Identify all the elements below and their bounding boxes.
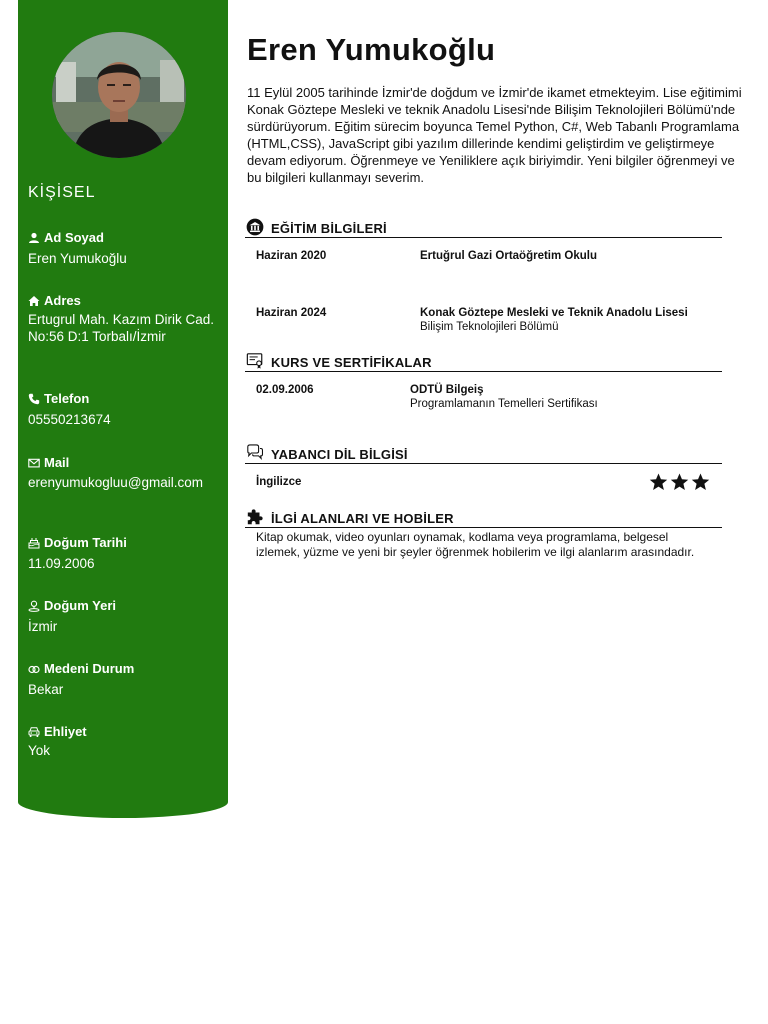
field-full-name: [28, 230, 220, 267]
education-date: Haziran 2020: [256, 250, 327, 262]
certificates-section: [245, 352, 722, 422]
section-header: [245, 444, 722, 464]
full-name-title: Eren Yumukoğlu: [247, 32, 496, 67]
car-icon: [28, 726, 40, 738]
sidebar: [18, 0, 228, 818]
certificate-date: 02.09.2006: [256, 384, 314, 396]
hobbies-section: [245, 508, 722, 588]
section-title: YABANCI DİL BİLGİSİ: [271, 447, 408, 462]
home-icon: [28, 295, 40, 307]
language-name: İngilizce: [256, 476, 302, 488]
field-mail: [28, 455, 220, 493]
hobbies-text: Kitap okumak, video oyunları oynamak, kodlama veya programlama, belgesel izlemek, yüzme ve yeni bir şeyler öğrenmek hobilerim ve ilgi alanlarım arasındadır.: [256, 530, 695, 559]
field-value: Bekar: [28, 682, 64, 697]
sidebar-heading: KİŞİSEL: [28, 184, 96, 201]
speech-bubbles-icon: [245, 444, 265, 462]
cake-icon: [28, 537, 40, 549]
star-icon: [649, 473, 668, 491]
section-title: EĞİTİM BİLGİLERİ: [271, 221, 387, 236]
certificate-icon: [245, 352, 265, 370]
section-header: [245, 508, 722, 528]
field-marital-status: [28, 661, 220, 698]
field-phone: [28, 391, 220, 428]
field-value: Yok: [28, 743, 51, 758]
education-school: Ertuğrul Gazi Ortaöğretim Okulu: [420, 250, 597, 262]
field-label: Medeni Durum: [44, 661, 135, 676]
section-title: İLGİ ALANLARI VE HOBİLER: [271, 511, 454, 526]
field-value: Ertugrul Mah. Kazım Dirik Cad. No:56 D:1 Torbalı/İzmir: [28, 312, 215, 344]
field-driving-license: [28, 724, 220, 759]
language-row: [256, 476, 722, 488]
field-label: Doğum Tarihi: [44, 535, 127, 550]
bank-icon: [245, 218, 265, 236]
field-label: Telefon: [44, 391, 90, 406]
education-detail: Bilişim Teknolojileri Bölümü: [420, 321, 559, 333]
mail-icon: [28, 457, 40, 469]
field-label: Adres: [44, 293, 81, 308]
profile-photo-image: [52, 32, 186, 158]
star-icon: [670, 473, 689, 491]
languages-section: [245, 444, 722, 494]
puzzle-icon: [245, 508, 265, 526]
field-value: Eren Yumukoğlu: [28, 251, 127, 266]
section-title: KURS VE SERTİFİKALAR: [271, 355, 432, 370]
field-label: Mail: [44, 455, 70, 470]
summary-text: 11 Eylül 2005 tarihinde İzmir'de doğdum ve İzmir'de ikamet etmekteyim. Lise eğitimimi Konak Göztepe Mesleki ve teknik Anadolu Lisesi'nde Bilişim Teknolojileri Bölümü'nde sürdürüyorum. Eğitim sürecim boyunca Temel Python, C#, Web Tabanlı Programlama (HTML,CSS), JavaScript gibi yazılım dillerinde kendimi geliştirdim ve geliştirmeye devam ediyorum. Öğrenmeye ve Yeniliklere açık biriyimdir. Yeni bilgiler öğrenmeyi ve bu bilgileri kullanmayı severim.: [247, 85, 742, 185]
field-label: Doğum Yeri: [44, 598, 117, 613]
education-school: Konak Göztepe Mesleki ve Teknik Anadolu Lisesi: [420, 307, 688, 319]
section-header: [245, 352, 722, 372]
person-icon: [28, 232, 40, 244]
education-date: Haziran 2024: [256, 307, 327, 319]
phone-icon: [28, 393, 40, 405]
field-birth-place: [28, 598, 220, 635]
field-birth-date: [28, 535, 220, 572]
star-icon: [691, 473, 710, 491]
field-value: İzmir: [28, 619, 58, 634]
field-value: 11.09.2006: [28, 556, 95, 571]
field-label: Ad Soyad: [44, 230, 104, 245]
field-value: erenyumukogluu@gmail.com: [28, 475, 204, 490]
rings-icon: [28, 663, 40, 675]
location-pin-icon: [28, 600, 40, 612]
section-header: [245, 218, 722, 238]
profile-photo: [52, 32, 186, 158]
field-value: 05550213674: [28, 412, 111, 427]
education-section: [245, 218, 722, 348]
certificate-detail: Programlamanın Temelleri Sertifikası: [410, 398, 598, 410]
certificate-name: ODTÜ Bilgeiş: [410, 384, 484, 396]
language-rating: [649, 473, 710, 491]
field-address: [28, 293, 220, 345]
field-label: Ehliyet: [44, 724, 87, 739]
